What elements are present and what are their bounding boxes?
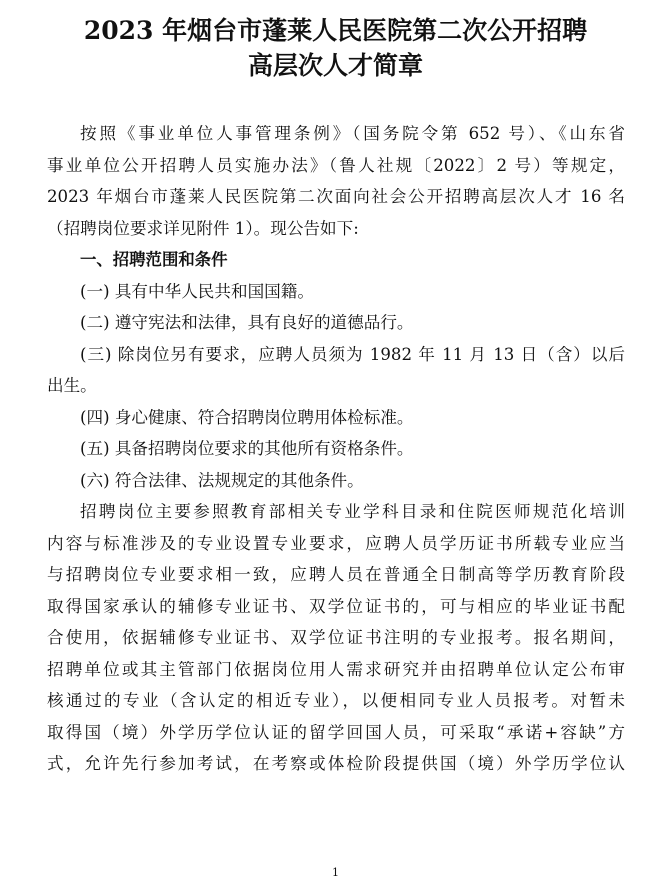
document-body — [47, 118, 625, 780]
document-title-line-1: 2023 年烟台市蓬莱人民医院第二次公开招聘 — [83, 16, 588, 45]
condition-item: (三) 除岗位另有要求，应聘人员须为 1982 年 11 月 13 日（含）以后 — [80, 344, 625, 364]
document-title-line-2: 高层次人才简章 — [247, 51, 423, 80]
paragraph-line: 与招聘岗位专业要求相一致，应聘人员在普通全日制高等学历教育阶段 — [47, 565, 625, 584]
condition-item: (六) 符合法律、法规规定的其他条件。 — [80, 470, 364, 490]
section-heading: 一、招聘范围和条件 — [80, 250, 228, 269]
intro-line: 事业单位公开招聘人员实施办法》（鲁人社规〔2022〕2 号）等规定， — [47, 155, 625, 175]
paragraph-line: 合使用，依据辅修专业证书、双学位证书注明的专业报考。报名期间， — [47, 628, 625, 647]
intro-line: 2023 年烟台市蓬莱人民医院第二次面向社会公开招聘高层次人才 16 名 — [47, 187, 625, 206]
condition-item-continuation: 出生。 — [47, 376, 97, 395]
paragraph-line: 式，允许先行参加考试，在考察或体检阶段提供国（境）外学历学位认 — [47, 754, 625, 773]
condition-item: (一) 具有中华人民共和国国籍。 — [80, 281, 314, 301]
paragraph-line: 招聘单位或其主管部门依据岗位用人需求研究并由招聘单位认定公布审 — [47, 659, 625, 679]
paragraph-line: 取得国（境）外学历学位认证的留学回国人员，可采取“承诺+容缺”方 — [47, 722, 625, 742]
paragraph-line: 招聘岗位主要参照教育部相关专业学科目录和住院医师规范化培训 — [80, 502, 625, 521]
condition-item: (二) 遵守宪法和法律，具有良好的道德品行。 — [80, 313, 414, 332]
paragraph-line: 取得国家承认的辅修专业证书、双学位证书的，可与相应的毕业证书配 — [47, 596, 625, 616]
paragraph-line: 核通过的专业（含认定的相近专业），以便相同专业人员报考。对暂未 — [47, 691, 625, 710]
condition-item: (五) 具备招聘岗位要求的其他所有资格条件。 — [80, 439, 414, 458]
condition-item: (四) 身心健康、符合招聘岗位聘用体检标准。 — [80, 407, 414, 427]
paragraph-line: 内容与标准涉及的专业设置专业要求，应聘人员学历证书所载专业应当 — [47, 533, 625, 553]
intro-line: 按照《事业单位人事管理条例》（国务院令第 652 号）、《山东省 — [80, 124, 625, 143]
page-number: 1 — [332, 866, 339, 879]
intro-line: （招聘岗位要求详见附件 1）。现公告如下: — [47, 218, 359, 238]
